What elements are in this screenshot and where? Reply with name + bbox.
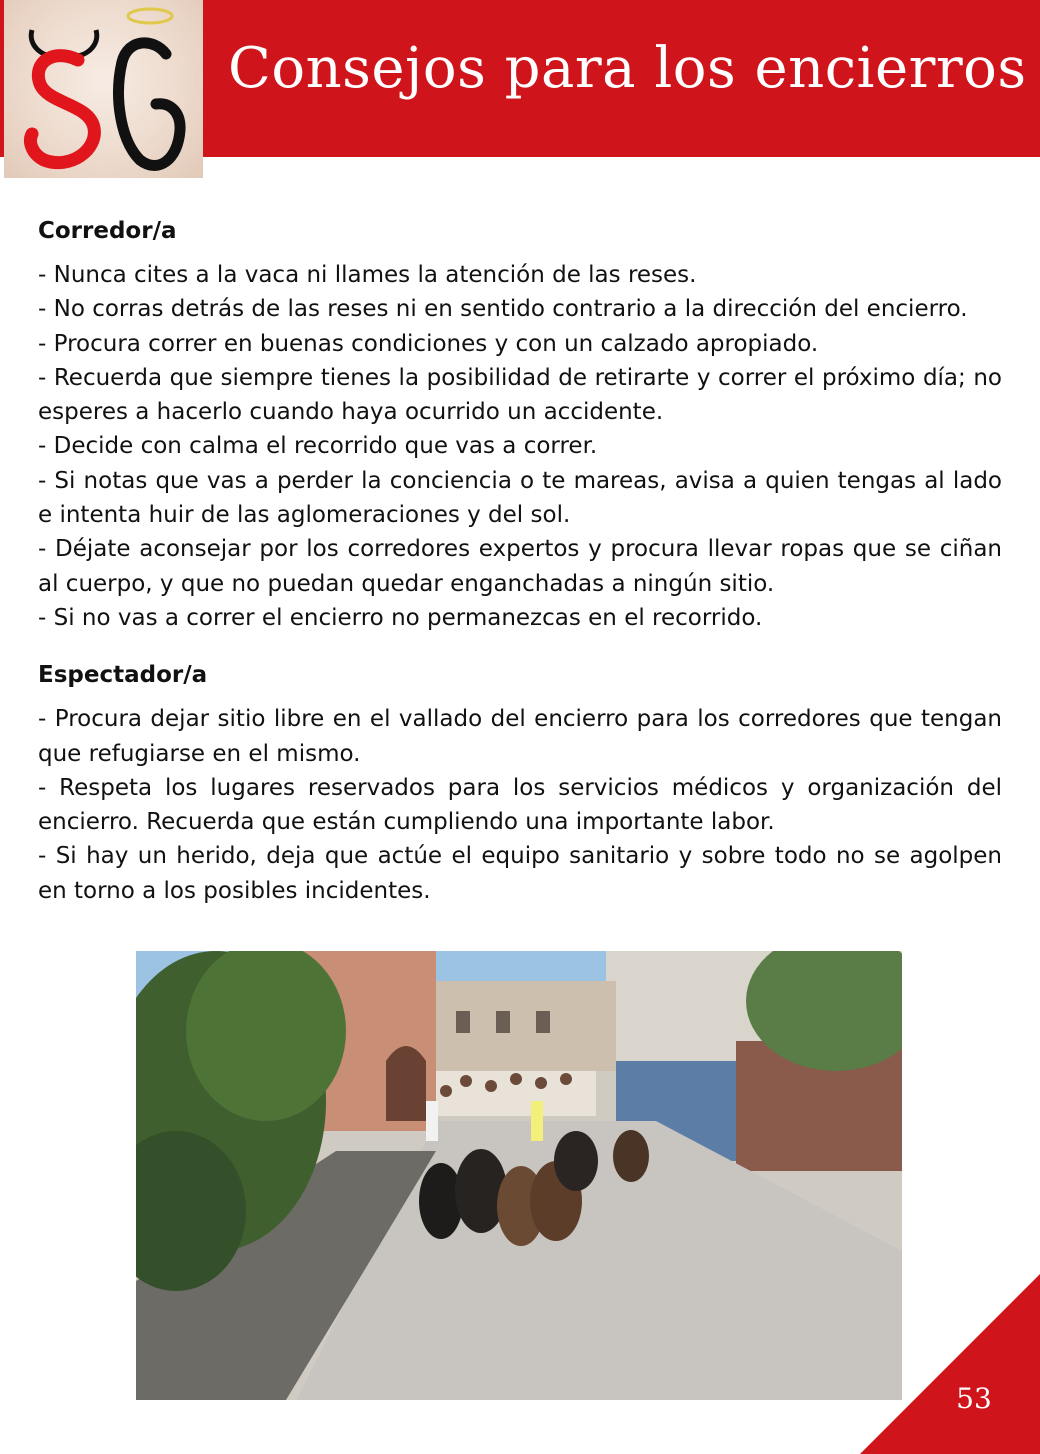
tip-item: - Procura dejar sitio libre en el vallado del encierro para los corredores que tengan que refugiarse en el mismo. bbox=[38, 706, 1002, 767]
tip-item: - Procura correr en buenas condiciones y con un calzado apropiado. bbox=[38, 330, 819, 357]
tip-item: - Si no vas a correr el encierro no permanezcas en el recorrido. bbox=[38, 604, 763, 631]
logo-graphic bbox=[4, 0, 203, 178]
corner-triangle bbox=[860, 1274, 1040, 1454]
tip-item: - No corras detrás de las reses ni en sentido contrario a la dirección del encierro. bbox=[38, 296, 968, 323]
main-content bbox=[38, 218, 1002, 908]
tip-item: - Decide con calma el recorrido que vas a correr. bbox=[38, 433, 598, 460]
section-espectador bbox=[38, 662, 1002, 908]
tip-item: - Si hay un herido, deja que actúe el equipo sanitario y sobre todo no se agolpen en torno a los posibles incidentes. bbox=[38, 843, 1002, 904]
encierro-photo bbox=[136, 951, 902, 1400]
section-heading: Corredor/a bbox=[38, 218, 177, 244]
photo-illustration bbox=[136, 951, 902, 1400]
tip-item: - Recuerda que siempre tienes la posibilidad de retirarte y correr el próximo día; no esperes a hacerlo cuando haya ocurrido un accidente. bbox=[38, 364, 1002, 426]
tip-item: - Si notas que vas a perder la conciencia o te mareas, avisa a quien tengas al lado e intenta huir de las aglomeraciones y del sol. bbox=[38, 467, 1002, 529]
tip-item: - Respeta los lugares reservados para los servicios médicos y organización del encierro. Recuerda que están cumpliendo una importante labor. bbox=[38, 774, 1002, 836]
section-heading: Espectador/a bbox=[38, 662, 208, 689]
page-number: 53 bbox=[956, 1382, 992, 1415]
tip-item: - Nunca cites a la vaca ni llames la atención de las reses. bbox=[38, 262, 697, 288]
logo bbox=[4, 0, 203, 178]
page-title: Consejos para los encierros bbox=[228, 36, 1027, 101]
tip-item: - Déjate aconsejar por los corredores expertos y procura llevar ropas que se ciñan al cuerpo, y que no puedan quedar enganchadas a ningún sitio. bbox=[38, 536, 1002, 597]
header-banner bbox=[0, 0, 1040, 157]
section-corredor bbox=[38, 218, 1002, 635]
